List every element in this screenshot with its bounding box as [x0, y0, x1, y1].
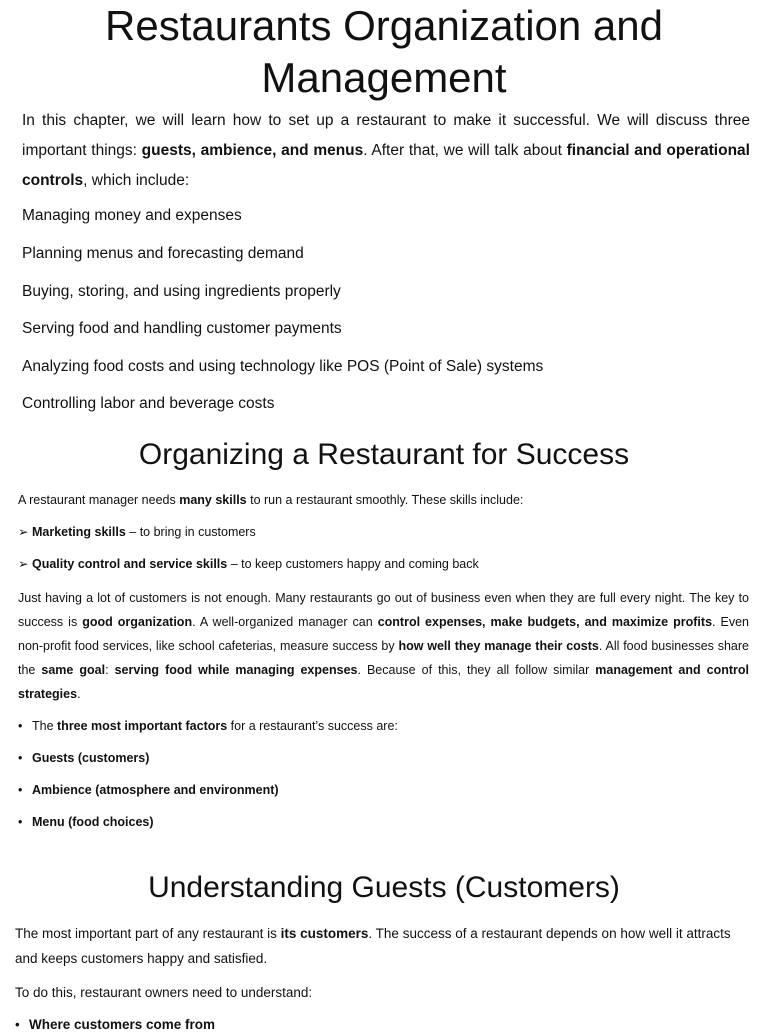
bullet-icon: •	[18, 783, 23, 797]
list-item: Planning menus and forecasting demand	[22, 245, 304, 262]
bullet-icon: •	[18, 751, 23, 765]
list-item: Serving food and handling customer payments	[22, 320, 342, 337]
organization-paragraph: Just having a lot of customers is not enough. Many restaurants go out of business even when they are full every night. The key to success is good organization. A well-organized manager can control expenses, make budgets, and maximize profits. Even non-profit food services, like school cafeterias, measure success by how well they manage their costs. All food businesses share the same goal: serving food while managing expenses. Because of this, they all follow similar management and control strategies.	[18, 591, 750, 701]
list-item: Managing money and expenses	[22, 207, 242, 224]
intro-bold-controls: financial and operational controls	[22, 142, 750, 189]
list-item: Buying, storing, and using ingredients properly	[22, 283, 341, 300]
list-item: • Ambience (atmosphere and environment)	[18, 780, 279, 800]
list-item: ➢ Marketing skills – to bring in customers	[18, 522, 256, 542]
intro-paragraph: In this chapter, we will learn how to set up a restaurant to make it successful. We will discuss three important things: guests, ambience, and menus. After that, we will talk about financial and operational controls, which include:	[22, 112, 750, 189]
list-item: ➢ Quality control and service skills – to keep customers happy and coming back	[18, 554, 479, 574]
list-item: • Menu (food choices)	[18, 812, 154, 832]
arrow-bullet-icon: ➢	[18, 557, 29, 571]
bullet-icon: •	[18, 815, 23, 829]
list-item: • Guests (customers)	[18, 748, 149, 768]
document-title: Restaurants Organization and Management	[105, 2, 663, 101]
list-item: Controlling labor and beverage costs	[22, 395, 275, 412]
arrow-bullet-icon: ➢	[18, 525, 29, 539]
section-heading: Understanding Guests (Customers)	[148, 871, 620, 904]
list-item: • The three most important factors for a restaurant’s success are:	[18, 716, 398, 736]
bullet-icon: •	[15, 1017, 20, 1032]
list-item: Analyzing food costs and using technology like POS (Point of Sale) systems	[22, 358, 544, 375]
section-heading: Organizing a Restaurant for Success	[138, 438, 630, 471]
guests-paragraph: The most important part of any restaurant is its customers. The success of a restaurant depends on how well it attracts and keeps customers happy and satisfied.	[15, 926, 731, 966]
skills-intro: A restaurant manager needs many skills to run a restaurant smoothly. These skills include:	[18, 493, 524, 507]
understand-intro: To do this, restaurant owners need to understand:	[15, 985, 313, 1000]
intro-bold-topics: guests, ambience, and menus	[141, 142, 364, 159]
list-item: • Where customers come from	[15, 1014, 215, 1036]
bullet-icon: •	[18, 719, 23, 733]
